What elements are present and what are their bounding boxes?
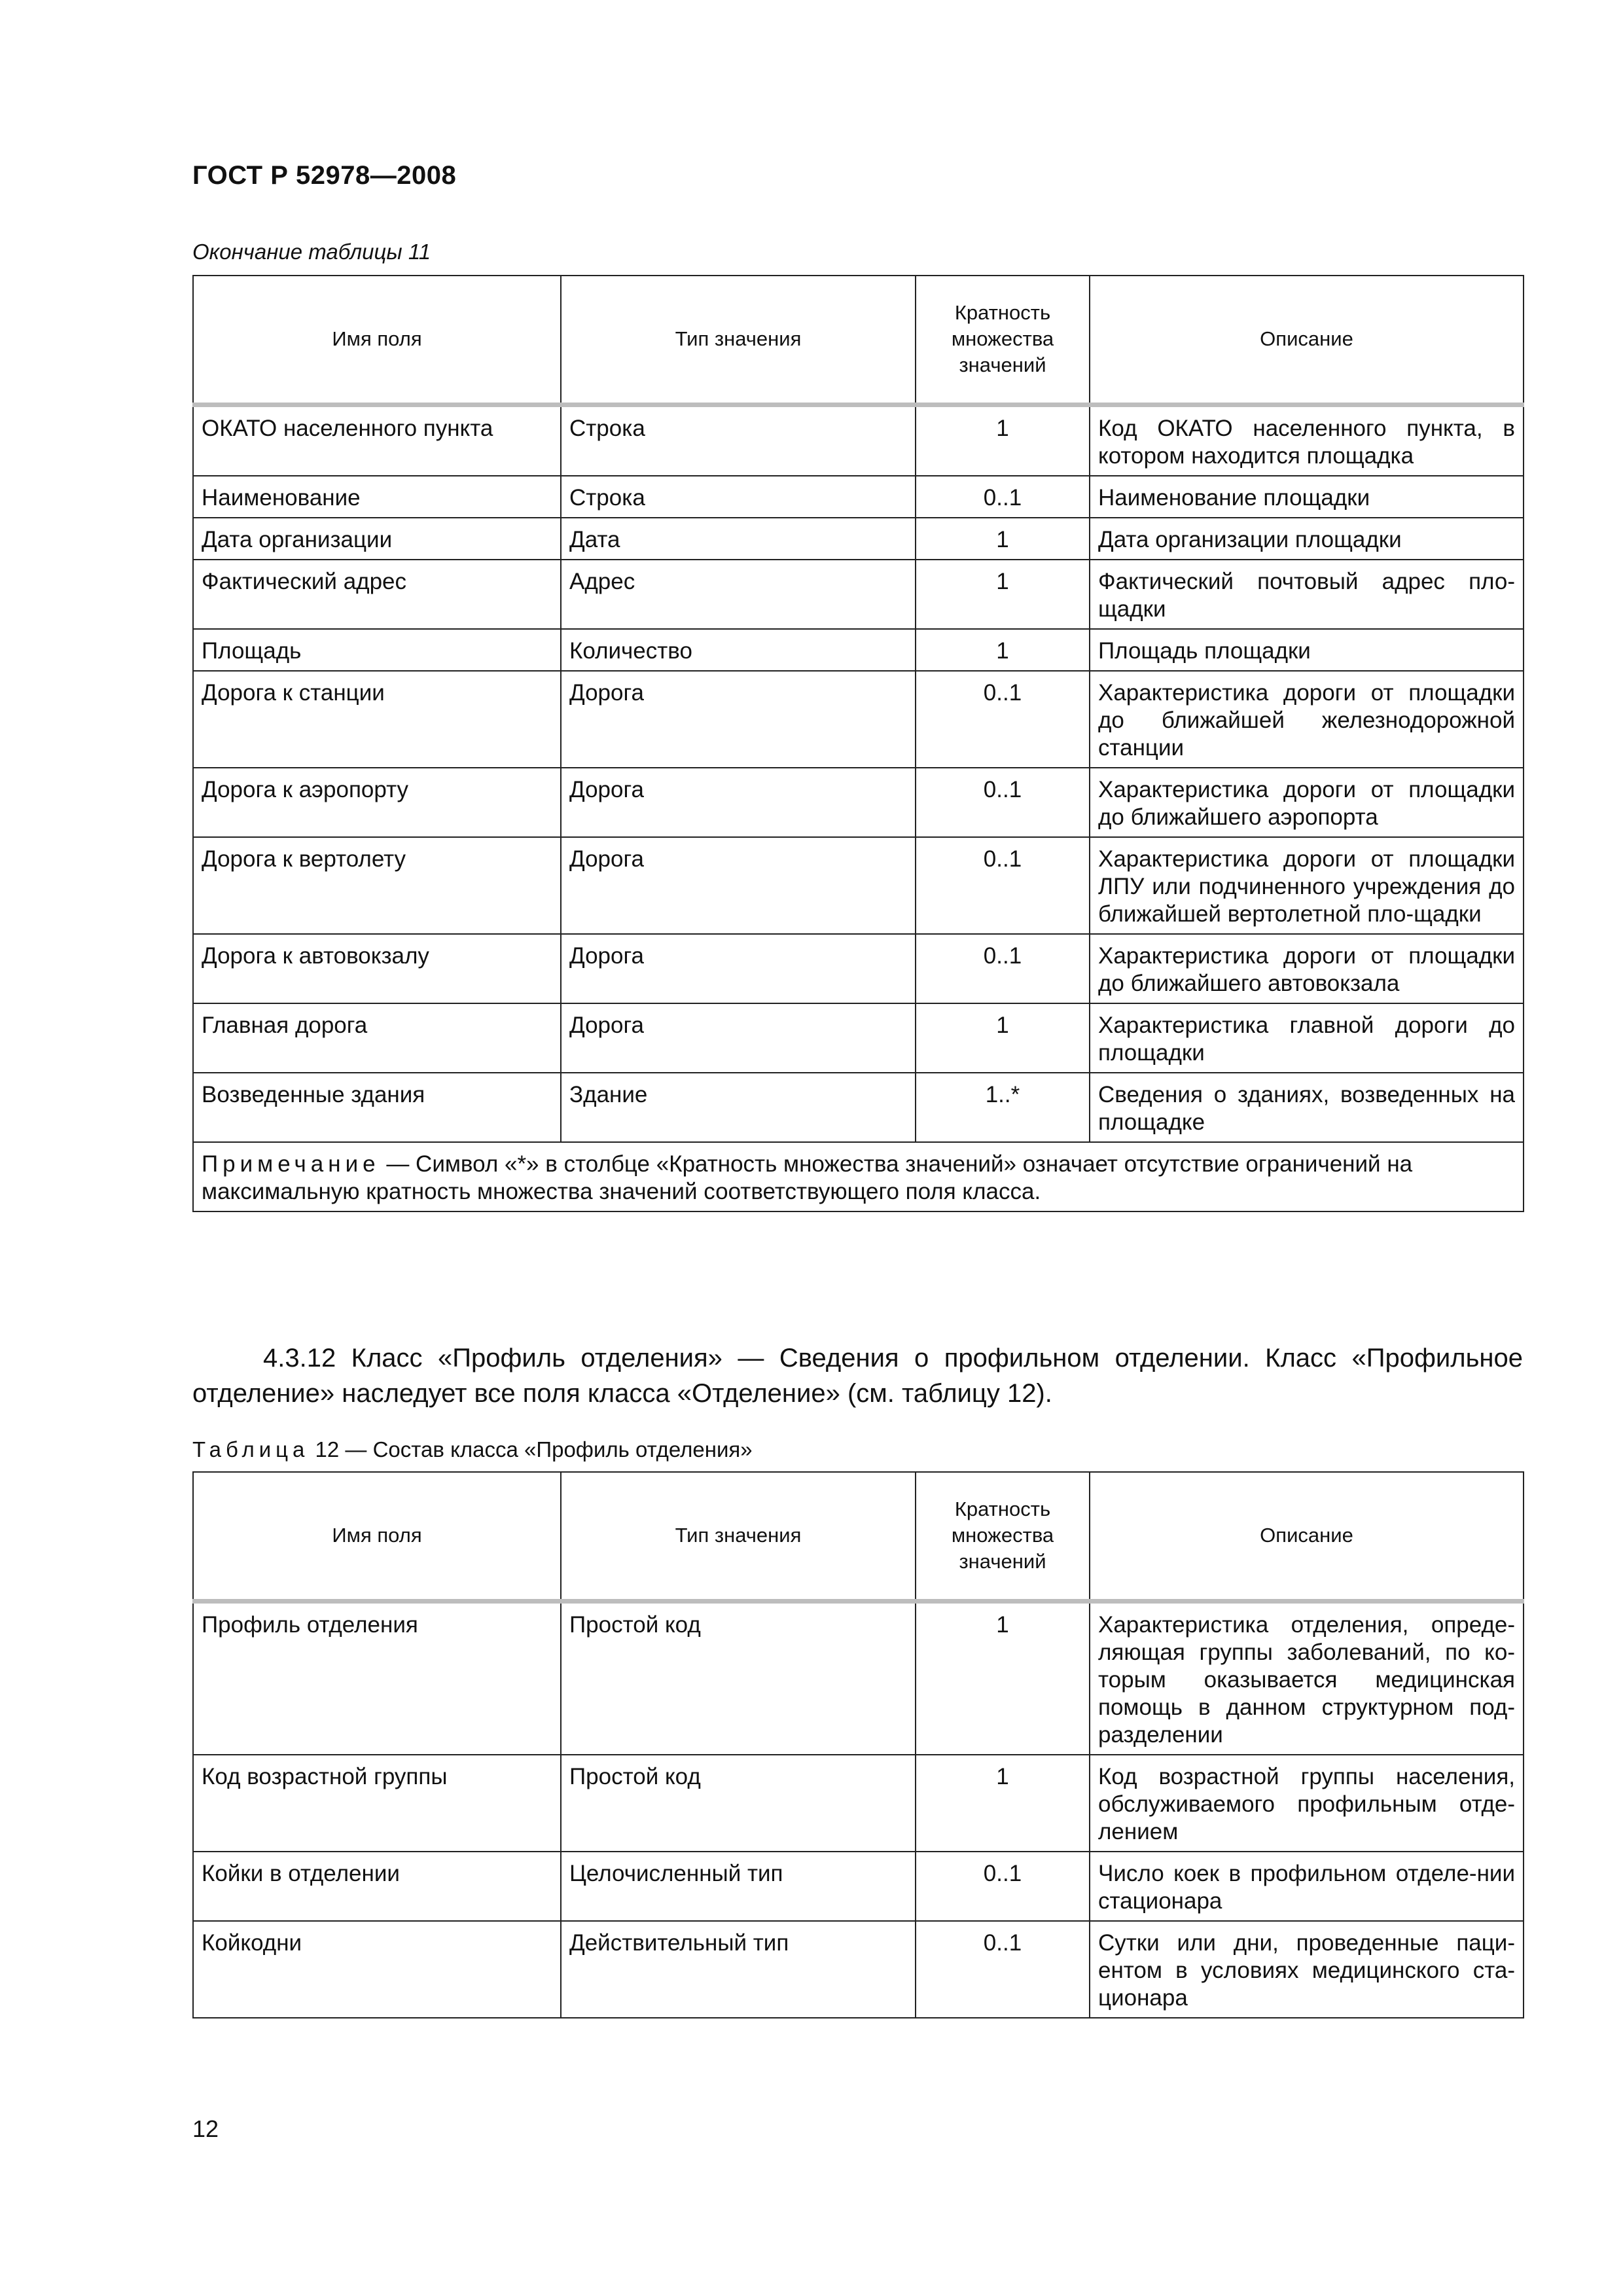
- table-row: [193, 1073, 1524, 1142]
- cell-description: Характеристика отделения, опреде-ляющая группы заболеваний, по ко-торым оказывается медицинская помощь в данном структурном под-разделении: [1090, 1601, 1524, 1755]
- cell-description: Фактический почтовый адрес пло-щадки: [1090, 560, 1524, 629]
- cell-field-name: Фактический адрес: [193, 560, 561, 629]
- cell-field-name: Площадь: [193, 629, 561, 671]
- cell-description: Число коек в профильном отделе-нии стационара: [1090, 1852, 1524, 1921]
- cell-description: Код возрастной группы населения, обслуживаемого профильным отде-лением: [1090, 1755, 1524, 1852]
- column-header-description: Описание: [1090, 276, 1524, 404]
- cell-field-name: Возведенные здания: [193, 1073, 561, 1142]
- cell-multiplicity: 1..*: [916, 1073, 1090, 1142]
- cell-description: Характеристика дороги от площадки до ближайшего аэропорта: [1090, 768, 1524, 837]
- table-row: [193, 1852, 1524, 1921]
- table-11-caption: Окончание таблицы 11: [192, 240, 431, 264]
- table-header-row: [193, 1472, 1524, 1601]
- cell-multiplicity: 0..1: [916, 671, 1090, 768]
- cell-multiplicity: 1: [916, 629, 1090, 671]
- table-row: [193, 768, 1524, 837]
- cell-value-type: Целочисленный тип: [561, 1852, 916, 1921]
- table-12-caption: [192, 1437, 753, 1462]
- cell-value-type: Дата: [561, 518, 916, 560]
- cell-multiplicity: 1: [916, 1601, 1090, 1755]
- cell-value-type: Дорога: [561, 934, 916, 1003]
- table-12: [192, 1471, 1524, 2018]
- column-header-value-type: Тип значения: [561, 276, 916, 404]
- table-row: [193, 837, 1524, 934]
- table-row: [193, 476, 1524, 518]
- cell-description: Характеристика дороги от площадки ЛПУ или подчиненного учреждения до ближайшей вертолетной пло-щадки: [1090, 837, 1524, 934]
- document-header: ГОСТ Р 52978—2008: [192, 161, 457, 190]
- cell-multiplicity: 0..1: [916, 1921, 1090, 2018]
- cell-description: Код ОКАТО населенного пункта, в котором находится площадка: [1090, 404, 1524, 476]
- cell-multiplicity: 0..1: [916, 768, 1090, 837]
- section-paragraph: 4.3.12 Класс «Профиль отделения» — Сведения о профильном отделении. Класс «Профильное отделение» наследует все поля класса «Отделение» (см. таблицу 12).: [192, 1344, 1523, 1408]
- cell-field-name: Дорога к автовокзалу: [193, 934, 561, 1003]
- cell-description: Характеристика главной дороги до площадки: [1090, 1003, 1524, 1073]
- table-row: [193, 560, 1524, 629]
- cell-field-name: Профиль отделения: [193, 1601, 561, 1755]
- cell-value-type: Дорога: [561, 1003, 916, 1073]
- column-header-multiplicity: Кратность множества значений: [916, 276, 1090, 404]
- table-note: [193, 1142, 1524, 1211]
- cell-multiplicity: 1: [916, 1003, 1090, 1073]
- cell-value-type: Действительный тип: [561, 1921, 916, 2018]
- note-label: Примечание: [202, 1151, 380, 1177]
- cell-multiplicity: 0..1: [916, 837, 1090, 934]
- table-note-row: [193, 1142, 1524, 1211]
- table-row: [193, 934, 1524, 1003]
- cell-field-name: Дата организации: [193, 518, 561, 560]
- cell-value-type: Дорога: [561, 768, 916, 837]
- table-row: [193, 629, 1524, 671]
- cell-multiplicity: 0..1: [916, 476, 1090, 518]
- cell-value-type: Строка: [561, 476, 916, 518]
- column-header-value-type: Тип значения: [561, 1472, 916, 1601]
- cell-field-name: Койкодни: [193, 1921, 561, 2018]
- cell-description: Характеристика дороги от площадки до ближайшего автовокзала: [1090, 934, 1524, 1003]
- cell-description: Сутки или дни, проведенные паци-ентом в условиях медицинского ста-ционара: [1090, 1921, 1524, 2018]
- table-11-body: [193, 404, 1524, 1142]
- table-row: [193, 1921, 1524, 2018]
- table-row: [193, 671, 1524, 768]
- cell-value-type: Простой код: [561, 1601, 916, 1755]
- cell-description: Площадь площадки: [1090, 629, 1524, 671]
- table-row: [193, 404, 1524, 476]
- table-row: [193, 518, 1524, 560]
- table-row: [193, 1003, 1524, 1073]
- table-header-row: [193, 276, 1524, 404]
- cell-field-name: ОКАТО населенного пункта: [193, 404, 561, 476]
- cell-value-type: Строка: [561, 404, 916, 476]
- table-row: [193, 1755, 1524, 1852]
- column-header-multiplicity: Кратность множества значений: [916, 1472, 1090, 1601]
- cell-value-type: Количество: [561, 629, 916, 671]
- cell-description: Сведения о зданиях, возведенных на площадке: [1090, 1073, 1524, 1142]
- cell-multiplicity: 1: [916, 560, 1090, 629]
- cell-value-type: Простой код: [561, 1755, 916, 1852]
- column-header-field-name: Имя поля: [193, 1472, 561, 1601]
- cell-value-type: Дорога: [561, 837, 916, 934]
- cell-description: Наименование площадки: [1090, 476, 1524, 518]
- cell-description: Характеристика дороги от площадки до ближайшей железнодорожной станции: [1090, 671, 1524, 768]
- cell-field-name: Дорога к вертолету: [193, 837, 561, 934]
- cell-field-name: Дорога к станции: [193, 671, 561, 768]
- cell-field-name: Код возрастной группы: [193, 1755, 561, 1852]
- table-12-caption-label: Таблица: [192, 1437, 310, 1462]
- cell-field-name: Дорога к аэропорту: [193, 768, 561, 837]
- cell-value-type: Здание: [561, 1073, 916, 1142]
- cell-multiplicity: 0..1: [916, 1852, 1090, 1921]
- cell-multiplicity: 1: [916, 1755, 1090, 1852]
- page-number: 12: [192, 2115, 219, 2142]
- cell-field-name: Главная дорога: [193, 1003, 561, 1073]
- table-12-caption-text: 12 — Состав класса «Профиль отделения»: [309, 1437, 753, 1462]
- table-row: [193, 1601, 1524, 1755]
- table-12-body: [193, 1601, 1524, 2018]
- column-header-description: Описание: [1090, 1472, 1524, 1601]
- note-text: — Символ «*» в столбце «Кратность множества значений» означает отсутствие ограничений на максимальную кратность множества значений соответствующего поля класса.: [202, 1151, 1413, 1204]
- column-header-field-name: Имя поля: [193, 276, 561, 404]
- cell-value-type: Адрес: [561, 560, 916, 629]
- cell-field-name: Койки в отделении: [193, 1852, 561, 1921]
- cell-field-name: Наименование: [193, 476, 561, 518]
- cell-value-type: Дорога: [561, 671, 916, 768]
- cell-multiplicity: 0..1: [916, 934, 1090, 1003]
- table-11: [192, 275, 1524, 1212]
- cell-multiplicity: 1: [916, 518, 1090, 560]
- cell-multiplicity: 1: [916, 404, 1090, 476]
- cell-description: Дата организации площадки: [1090, 518, 1524, 560]
